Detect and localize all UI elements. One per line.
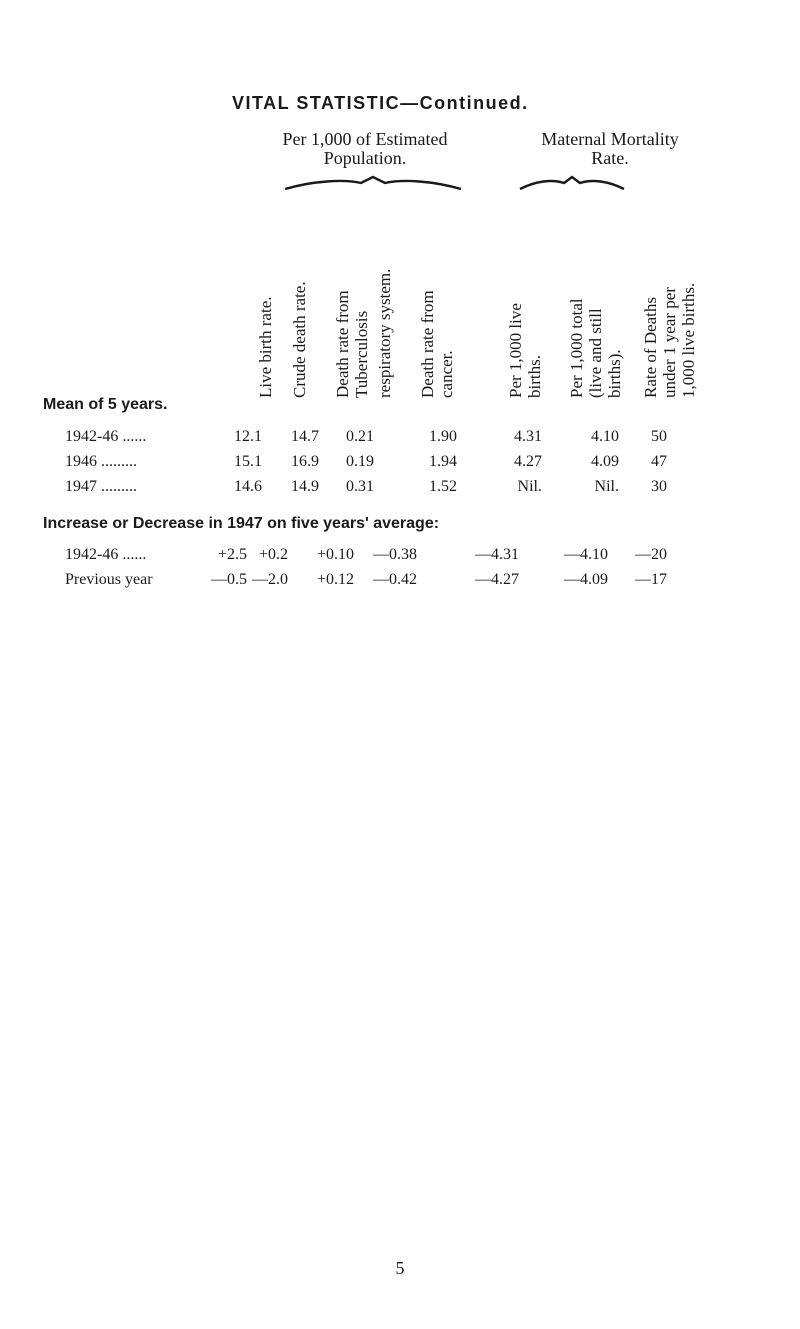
- column-header-line: births.: [525, 355, 544, 398]
- table-cell: 47: [651, 453, 667, 470]
- table-cell: +0.12: [316, 571, 354, 588]
- column-header-line: cancer.: [437, 350, 456, 398]
- page-number: 5: [395, 1258, 405, 1278]
- group-heading-maternal: [495, 130, 725, 168]
- column-header-line: Per 1,000 live: [506, 303, 525, 398]
- table-cell: —0.42: [373, 571, 417, 588]
- table-cell: 1.94: [429, 453, 457, 470]
- table-cell: 0.19: [346, 453, 374, 470]
- table-cell: 50: [651, 428, 667, 445]
- column-header-death-rate-cancer: [415, 248, 459, 398]
- group-heading-population-line-1: Per 1,000 of Estimated: [282, 129, 448, 149]
- column-header-line: Rate of Deaths: [640, 296, 660, 398]
- group-heading-population-line-2: Population.: [323, 148, 407, 168]
- table-cell: —0.38: [373, 546, 417, 563]
- table-cell: —2.0: [252, 571, 288, 588]
- table-cell: 14.7: [291, 428, 319, 445]
- column-header-line: Crude death rate.: [289, 281, 309, 398]
- column-header-live-birth-rate: [253, 248, 277, 398]
- table-cell: 14.9: [291, 478, 319, 495]
- table-cell: +0.2: [258, 546, 288, 563]
- table-cell: 0.21: [346, 428, 374, 445]
- table-cell: 0.31: [346, 478, 374, 495]
- column-header-per-1000-live-births: [503, 248, 547, 398]
- column-header-line: births).: [604, 349, 624, 398]
- table-cell: 4.31: [514, 428, 542, 445]
- group-heading-population: [250, 130, 480, 168]
- column-header-line: under 1 year per: [659, 287, 679, 398]
- table-cell: 4.10: [591, 428, 619, 445]
- table-cell: 1.52: [429, 478, 457, 495]
- table-cell: 14.6: [234, 478, 262, 495]
- table-cell: 15.1: [234, 453, 262, 470]
- column-header-line: Death rate from: [418, 290, 437, 398]
- table-row-label: 1947 .........: [65, 478, 137, 495]
- table-cell: Nil.: [517, 478, 542, 495]
- table-cell: 4.09: [591, 453, 619, 470]
- section-heading-mean: Mean of 5 years.: [43, 396, 168, 413]
- table-cell: 12.1: [234, 428, 262, 445]
- table-cell: 4.27: [514, 453, 542, 470]
- table-row-label: 1942-46 ......: [65, 546, 147, 563]
- table-cell: 16.9: [291, 453, 319, 470]
- column-header-line: Death rate from: [333, 290, 352, 398]
- column-header-line: respiratory system.: [374, 268, 394, 398]
- column-header-crude-death-rate: [287, 248, 311, 398]
- section-heading-increase: Increase or Decrease in 1947 on five years' average:: [43, 515, 440, 532]
- group-heading-maternal-line-1: Maternal Mortality: [541, 129, 679, 149]
- column-header-line: (live and still: [585, 308, 605, 398]
- table-cell: —4.31: [475, 546, 519, 563]
- page-title: VITAL STATISTIC—Continued.: [232, 93, 529, 113]
- table-cell: Nil.: [594, 478, 619, 495]
- column-header-infant-death-rate: [637, 248, 701, 398]
- table-cell: —17: [635, 571, 667, 588]
- table-cell: +0.10: [316, 546, 354, 563]
- column-header-line: Tuberculosis: [352, 310, 371, 398]
- table-cell: —4.09: [564, 571, 608, 588]
- column-header-respiratory-system: [372, 248, 396, 398]
- table-cell: —0.5: [211, 571, 247, 588]
- table-row-label: 1946 .........: [65, 453, 137, 470]
- table-cell: 30: [651, 478, 667, 495]
- table-cell: +2.5: [217, 546, 247, 563]
- table-row-label: Previous year: [65, 571, 153, 588]
- table-cell: —4.10: [564, 546, 608, 563]
- table-cell: 1.90: [429, 428, 457, 445]
- table-cell: —20: [635, 546, 667, 563]
- column-header-death-rate-tuberculosis: [330, 248, 374, 398]
- group-heading-maternal-line-2: Rate.: [591, 148, 629, 168]
- table-row-label: 1942-46 ......: [65, 428, 147, 445]
- column-header-line: Live birth rate.: [255, 296, 275, 398]
- column-header-line: Per 1,000 total: [566, 298, 586, 398]
- column-header-line: 1,000 live births.: [678, 282, 698, 398]
- table-cell: —4.27: [475, 571, 519, 588]
- population-brace: [283, 175, 463, 193]
- maternal-brace: [518, 175, 626, 193]
- column-header-per-1000-total-births: [563, 248, 627, 398]
